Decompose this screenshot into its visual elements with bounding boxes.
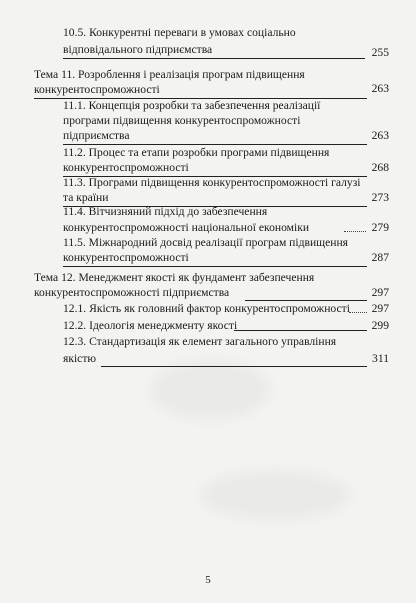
toc-page-number: 255: [371, 46, 389, 59]
toc-page-number: 263: [371, 129, 389, 142]
toc-page-number: 287: [371, 251, 389, 264]
toc-entry-title-line: конкурентоспроможності підприємства: [34, 286, 230, 299]
toc-page-number: 299: [371, 319, 389, 332]
scan-smudge: [200, 470, 350, 520]
toc-entry-title-line: конкурентоспроможності: [63, 161, 189, 174]
toc-entry-title-line: конкурентоспроможності національної економіки: [63, 221, 310, 234]
toc-entry-title-line: програми підвищення конкурентоспроможності: [63, 114, 301, 127]
toc-entry-title-line: відповідального підприємства: [63, 43, 213, 56]
toc-entry-title-line: 11.2. Процес та етапи розробки програми підвищення: [63, 146, 330, 159]
underline-rule: [63, 144, 367, 145]
toc-entry-title-line: підприємства: [63, 129, 130, 142]
underline-rule: [63, 58, 365, 59]
underline-rule: [234, 330, 367, 331]
toc-entry-title-line: конкурентоспроможності: [34, 83, 160, 96]
toc-entry-title-line: та країни: [63, 191, 109, 204]
underline-rule: [63, 266, 367, 267]
toc-page-number: 297: [371, 286, 389, 299]
toc-page-number: 297: [371, 302, 389, 315]
toc-page-number: 263: [371, 82, 389, 95]
toc-page-number: 268: [371, 161, 389, 174]
toc-entry-title-line: 12.3. Стандартизація як елемент загального управління: [63, 335, 337, 348]
toc-entry-title-line: Тема 12. Менеджмент якості як фундамент забезпечення: [34, 271, 315, 284]
dot-leader: [344, 231, 366, 232]
toc-page-number: 311: [372, 352, 389, 365]
toc-entry-title-line: 12.1. Якість як головний фактор конкурентоспроможності: [63, 302, 350, 315]
scan-smudge: [150, 360, 270, 420]
toc-entry-title-line: 11.1. Концепція розробки та забезпечення реалізації: [63, 99, 321, 112]
toc-page-number: 279: [371, 221, 389, 234]
toc-entry-title-line: 11.3. Програми підвищення конкурентоспроможності галузі: [63, 176, 361, 189]
toc-page-number: 273: [371, 191, 389, 204]
underline-rule: [101, 366, 367, 367]
toc-entry-title-line: конкурентоспроможності: [63, 251, 189, 264]
toc-entry-title-line: Тема 11. Розроблення і реалізація програм підвищення: [34, 68, 305, 81]
toc-entry-title-line: 12.2. Ідеологія менеджменту якості: [63, 319, 238, 332]
page-number: 5: [205, 574, 211, 586]
toc-entry-title-line: якістю: [63, 352, 97, 365]
underline-rule: [245, 300, 367, 301]
toc-entry-title-line: 11.4. Вітчизняний підхід до забезпечення: [63, 205, 268, 218]
toc-entry-title-line: 10.5. Конкурентні переваги в умовах соціально: [63, 26, 296, 39]
toc-entry-title-line: 11.5. Міжнародний досвід реалізації програм підвищення: [63, 236, 348, 249]
